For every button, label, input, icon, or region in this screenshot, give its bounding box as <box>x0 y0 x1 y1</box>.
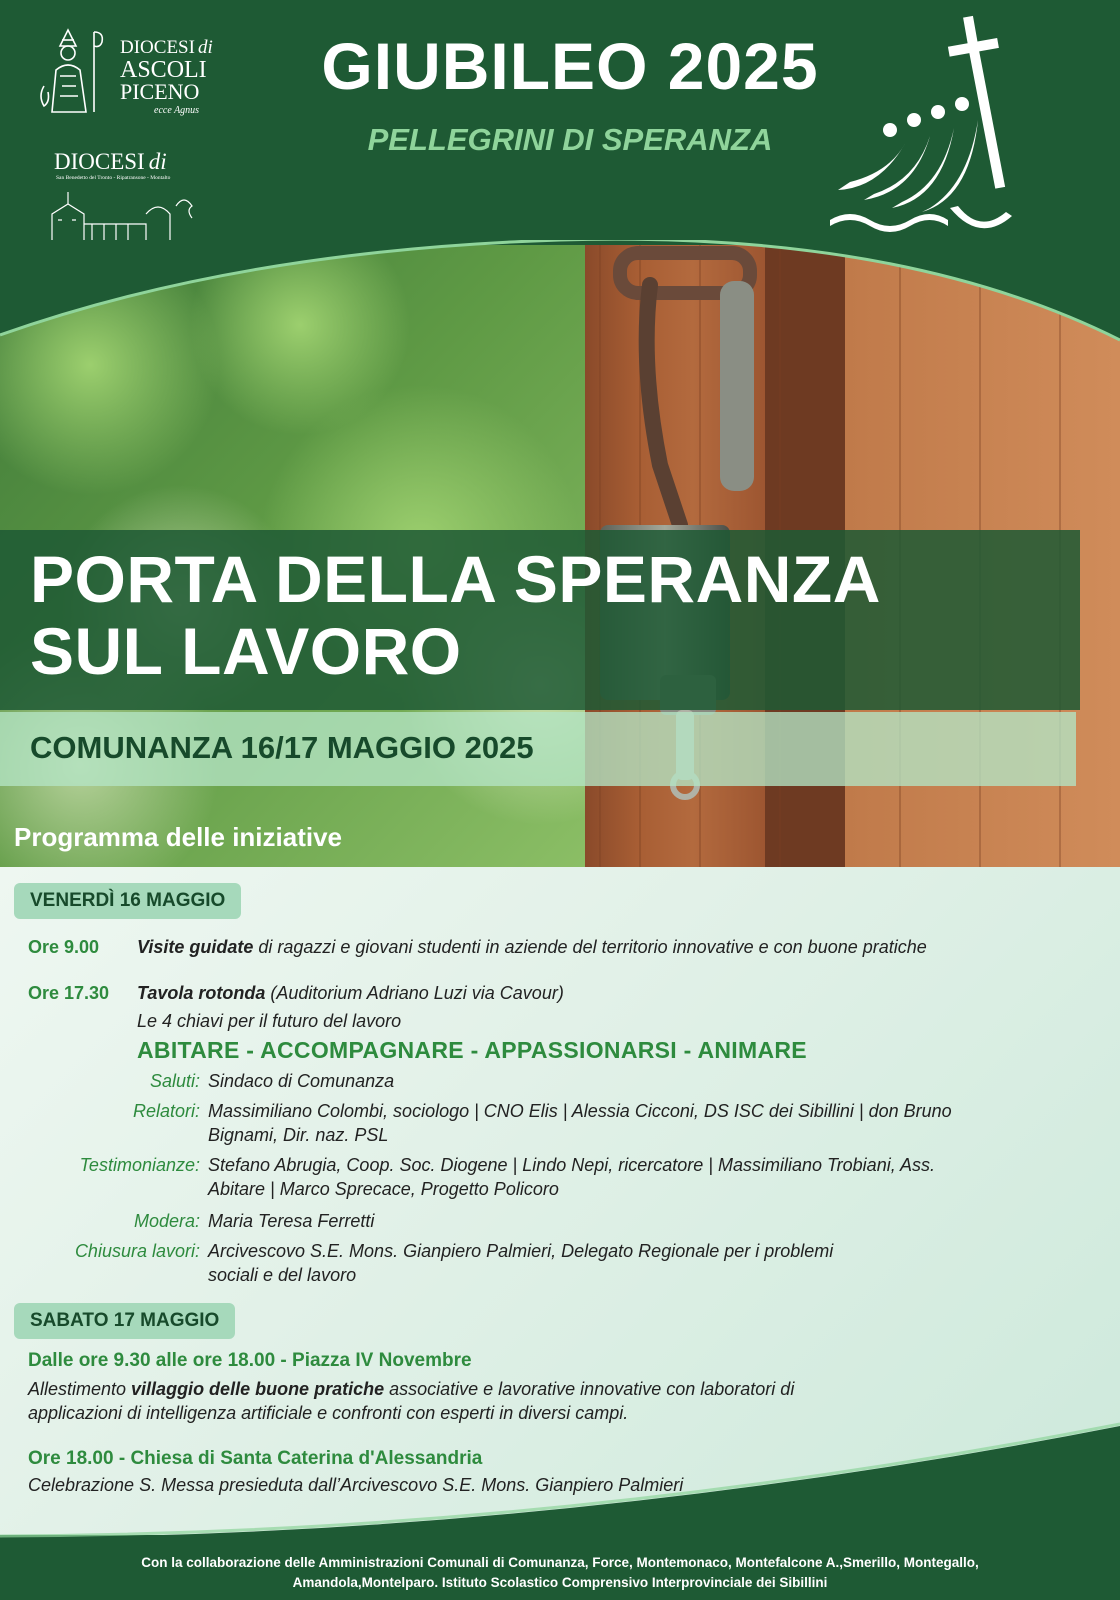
friday-item2-text: Tavola rotonda (Auditorium Adriano Luzi via Cavour) <box>137 983 564 1003</box>
event-title-line1: PORTA DELLA SPERANZA <box>30 542 881 616</box>
relatori-label: Relatori: <box>132 1101 200 1121</box>
footer-curve <box>0 1420 1120 1560</box>
saluti-text: Sindaco di Comunanza <box>208 1071 395 1091</box>
logo-ascoli-motto: ecce Agnus <box>154 105 200 116</box>
saturday-day-label: SABATO 17 MAGGIO <box>14 1303 235 1339</box>
four-keys-heading: ABITARE - ACCOMPAGNARE - APPASSIONARSI - ANIMARE <box>137 1037 807 1063</box>
logo-ascoli-line2: ASCOLI <box>120 57 207 83</box>
saturday-item2-text: Celebrazione S. Messa presieduta dall’Arcivescovo S.E. Mons. Gianpiero Palmieri <box>28 1475 684 1495</box>
chiusura-text-line1: Arcivescovo S.E. Mons. Gianpiero Palmieri, Delegato Regionale per i problemi <box>208 1241 834 1261</box>
testimonianze-text-line1: Stefano Abrugia, Coop. Soc. Diogene | Lindo Nepi, ricercatore | Massimiliano Trobiani, Ass. <box>208 1155 936 1175</box>
title-banner <box>0 530 1080 710</box>
relatori-text-line1: Massimiliano Colombi, sociologo | CNO Elis | Alessia Cicconi, DS ISC dei Sibillini | don Bruno <box>208 1101 952 1121</box>
logo-sb-line1: DIOCESI di <box>54 149 167 174</box>
diocese-ascoli-logo <box>34 26 224 116</box>
modera-label: Modera: <box>133 1211 200 1231</box>
testimonianze-text-line2: Abitare | Marco Sprecace, Progetto Policoro <box>208 1179 559 1199</box>
chiusura-text-line2: sociali e del lavoro <box>208 1265 357 1285</box>
logo-sb-subtitle: San Benedetto del Tronto - Ripatransone - Montalto <box>56 175 171 181</box>
saluti-label: Saluti: <box>149 1071 200 1091</box>
event-title-line2: SUL LAVORO <box>30 614 462 688</box>
event-date-location: COMUNANZA 16/17 MAGGIO 2025 <box>30 730 534 765</box>
program-heading: Programma delle iniziative <box>14 822 343 852</box>
footer-line2: Amandola,Montelparo. Istituto Scolastico Comprensivo Interprovinciale dei Sibillini <box>292 1575 828 1590</box>
friday-day-label: VENERDÌ 16 MAGGIO <box>14 883 241 919</box>
modera-text: Maria Teresa Ferretti <box>208 1211 375 1231</box>
friday-item1-time: Ore 9.00 <box>28 937 100 957</box>
logo-ascoli-line3: PICENO <box>120 79 200 104</box>
saturday-item1-line2: applicazioni di intelligenza artificiale e confronti con esperti in diversi campi. <box>28 1403 629 1423</box>
cathedral-sketch-icon <box>46 184 196 246</box>
saturday-item1-heading: Dalle ore 9.30 alle ore 18.00 - Piazza IV Novembre <box>28 1350 472 1371</box>
relatori-text-line2: Bignami, Dir. naz. PSL <box>208 1125 389 1145</box>
header-curve <box>0 240 1120 360</box>
friday-item2-subtitle: Le 4 chiavi per il futuro del lavoro <box>137 1011 402 1031</box>
chiusura-label: Chiusura lavori: <box>74 1241 200 1261</box>
bishop-figure-icon <box>34 26 114 114</box>
footer-line1: Con la collaborazione delle Amministrazioni Comunali di Comunanza, Force, Montemonaco, Montefalcone A.,Smerillo, Montegallo, <box>141 1555 979 1570</box>
logo-ascoli-line1: DIOCESI di <box>120 37 213 58</box>
jubilee-logo-icon <box>830 12 1060 252</box>
friday-item2-time: Ore 17.30 <box>28 983 110 1003</box>
footer-collaboration <box>40 1553 1080 1593</box>
subtitle: PELLEGRINI DI SPERANZA <box>367 122 773 157</box>
testimonianze-label: Testimonianze: <box>79 1155 200 1175</box>
diocese-sanbenedetto-logo <box>46 146 206 246</box>
saturday-item2-heading: Ore 18.00 - Chiesa di Santa Caterina d'Alessandria <box>28 1448 483 1469</box>
main-title: GIUBILEO 2025 <box>321 29 819 103</box>
friday-item1-text: Visite guidate di ragazzi e giovani studenti in aziende del territorio innovative e con buone pratiche <box>137 937 927 957</box>
saturday-item1-line1: Allestimento villaggio delle buone pratiche associative e lavorative innovative con laboratori di <box>28 1379 795 1399</box>
date-banner <box>0 712 1076 786</box>
